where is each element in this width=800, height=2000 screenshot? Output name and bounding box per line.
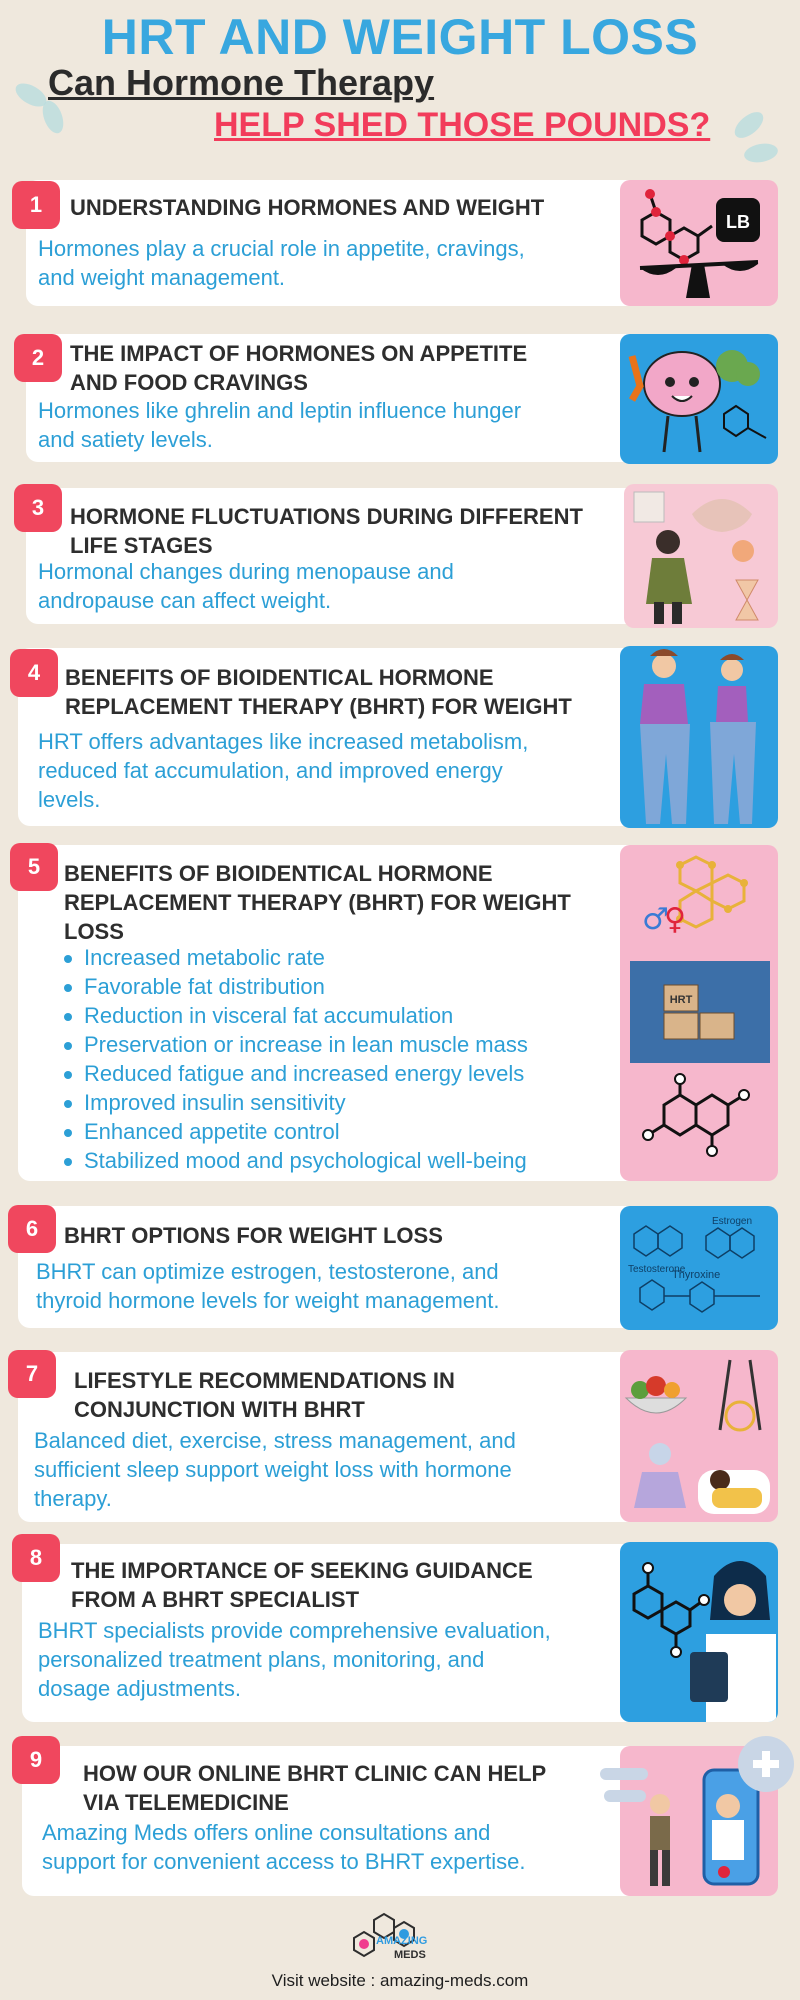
section-title: THE IMPORTANCE OF SEEKING GUIDANCE FROM A BHRT SPECIALIST — [71, 1558, 533, 1612]
thyroxine-label: Thyroxine — [672, 1269, 721, 1281]
scale-lb-molecule-icon — [620, 180, 778, 306]
svg-text:LB: LB — [726, 212, 750, 232]
list-item: Reduction in visceral fat accumulation — [58, 1001, 528, 1030]
section-title: LIFESTYLE RECOMMENDATIONS IN CONJUNCTION WITH BHRT — [74, 1368, 455, 1422]
section-number-badge: 7 — [8, 1350, 56, 1398]
list-item: Stabilized mood and psychological well-being — [58, 1146, 528, 1175]
list-item: Favorable fat distribution — [58, 972, 528, 1001]
woman-uterus-hourglass-icon — [624, 484, 778, 628]
page-subtitle-line2: HELP SHED THOSE POUNDS? — [214, 106, 711, 144]
section-number-badge: 5 — [10, 843, 58, 891]
svg-text:♀: ♀ — [664, 902, 686, 937]
section-body: BHRT can optimize estrogen, testosterone, and thyroid hormone levels for weight management. — [36, 1259, 500, 1313]
section-body: BHRT specialists provide comprehensive evaluation, personalized treatment plans, monitoring, and dosage adjustments. — [38, 1618, 551, 1701]
section-number-badge: 2 — [14, 334, 62, 382]
hormone-structures-icon — [620, 1206, 778, 1330]
section-title: THE IMPACT OF HORMONES ON APPETITE AND FOOD CRAVINGS — [70, 341, 528, 395]
decorative-leaf-icon — [730, 107, 768, 143]
lifestyle-collage-icon — [620, 1350, 778, 1522]
section-title: BENEFITS OF BIOIDENTICAL HORMONE REPLACEMENT THERAPY (BHRT) FOR WEIGHT — [65, 665, 572, 719]
logo-text-bottom: MEDS — [394, 1949, 426, 1961]
estrogen-label: Estrogen — [712, 1216, 753, 1227]
hormone-molecules-hrt-blocks-icon — [620, 845, 778, 1181]
section-number-badge: 8 — [12, 1534, 60, 1582]
section-number-badge: 9 — [12, 1736, 60, 1784]
section-body: Hormones play a crucial role in appetite, cravings, and weight management. — [38, 236, 525, 290]
chat-bubble-icon — [604, 1790, 646, 1802]
page-title: HRT AND WEIGHT LOSS — [101, 9, 699, 65]
list-item: Improved insulin sensitivity — [58, 1088, 528, 1117]
logo-text-top: AMAZING — [376, 1935, 428, 1947]
header — [0, 0, 800, 160]
section-number-badge: 1 — [12, 181, 60, 229]
section-number-badge: 3 — [14, 484, 62, 532]
section-body: Hormonal changes during menopause and andropause can affect weight. — [38, 559, 454, 613]
two-women-jeans-icon — [620, 646, 778, 828]
hrt-block-label: HRT — [669, 994, 693, 1006]
section-title: BENEFITS OF BIOIDENTICAL HORMONE REPLACEMENT THERAPY (BHRT) FOR WEIGHT LOSS — [64, 861, 571, 944]
list-item: Preservation or increase in lean muscle mass — [58, 1030, 528, 1059]
decorative-leaf-icon — [743, 141, 780, 165]
chat-bubble-icon — [600, 1768, 648, 1780]
page-subtitle-line1: Can Hormone Therapy — [48, 62, 435, 103]
section-body: Hormones like ghrelin and leptin influence hunger and satiety levels. — [38, 398, 522, 452]
list-item: Increased metabolic rate — [58, 943, 528, 972]
benefits-list — [58, 943, 528, 1175]
brain-character-icon — [620, 334, 778, 464]
doctor-molecule-icon — [620, 1542, 778, 1722]
medical-plus-icon — [738, 1736, 794, 1792]
section-title: UNDERSTANDING HORMONES AND WEIGHT — [70, 195, 545, 220]
testosterone-label: Testosterone — [628, 1264, 686, 1275]
list-item: Reduced fatigue and increased energy levels — [58, 1059, 528, 1088]
amazing-meds-logo — [340, 1908, 460, 1966]
svg-text:♂: ♂ — [642, 902, 669, 937]
list-item: Enhanced appetite control — [58, 1117, 528, 1146]
section-body: Amazing Meds offers online consultations and support for convenient access to BHRT expertise. — [42, 1820, 526, 1874]
section-title: HOW OUR ONLINE BHRT CLINIC CAN HELP VIA TELEMEDICINE — [83, 1761, 547, 1815]
website-link[interactable]: Visit website : amazing-meds.com — [271, 1971, 529, 1990]
section-body: Balanced diet, exercise, stress management, and sufficient sleep support weight loss with hormone therapy. — [34, 1428, 516, 1511]
section-number-badge: 6 — [8, 1205, 56, 1253]
section-body: HRT offers advantages like increased metabolism, reduced fat accumulation, and improved energy levels. — [38, 729, 529, 812]
section-number-badge: 4 — [10, 649, 58, 697]
section-title: BHRT OPTIONS FOR WEIGHT LOSS — [64, 1223, 443, 1248]
section-title: HORMONE FLUCTUATIONS DURING DIFFERENT LIFE STAGES — [70, 504, 583, 558]
